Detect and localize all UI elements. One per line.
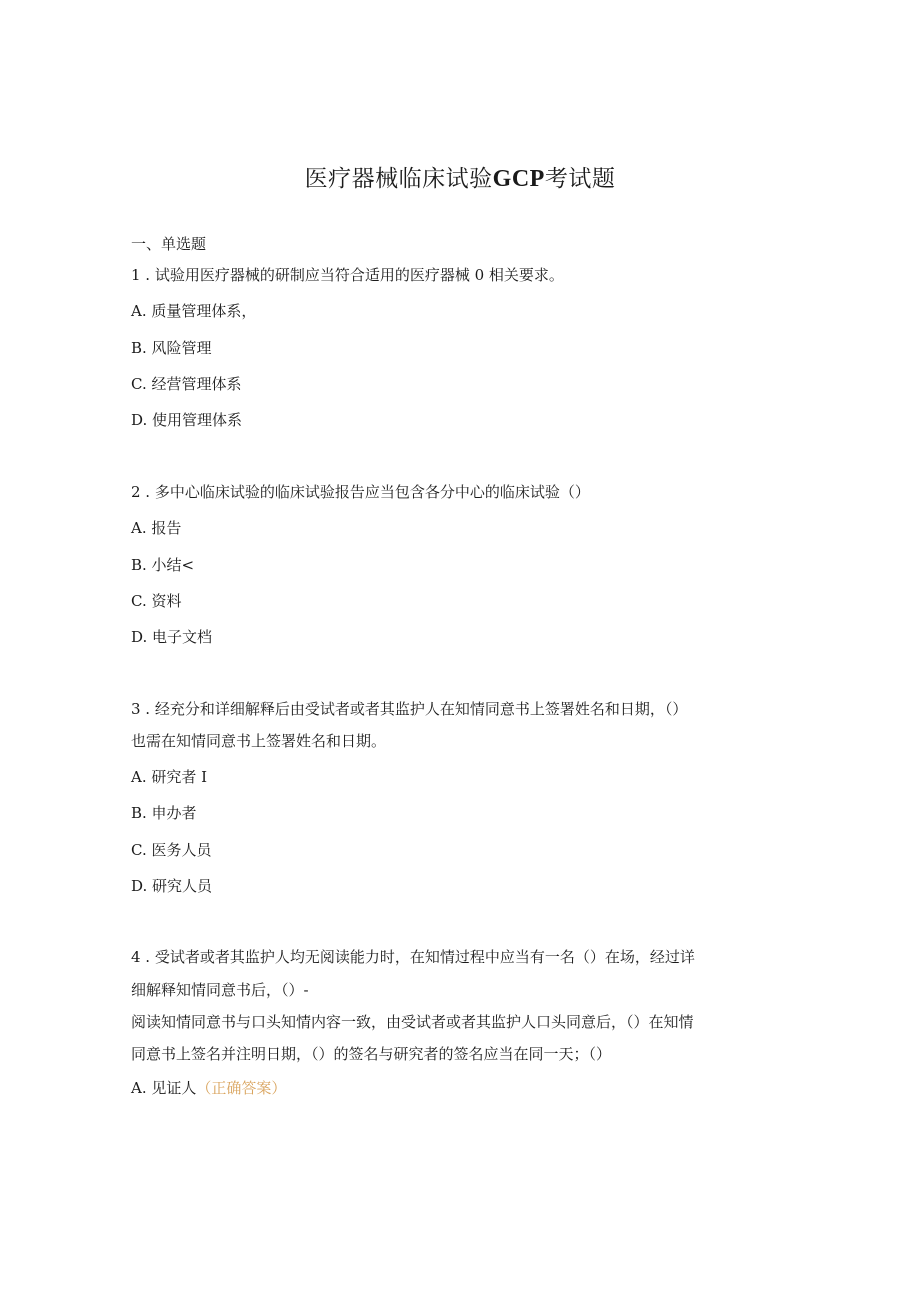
question-1-option-d: D. 使用管理体系 bbox=[131, 411, 243, 429]
question-3-text-line-1: 3 . 经充分和详细解释后由受试者或者其监护人在知情同意书上签署姓名和日期，（） bbox=[131, 700, 688, 718]
question-4-option-a-label: A. 见证人 bbox=[131, 1079, 197, 1097]
question-2-option-a: A. 报告 bbox=[131, 519, 182, 537]
question-2-option-d: D. 电子文档 bbox=[131, 628, 213, 646]
question-2-option-c: C. 资料 bbox=[131, 592, 182, 610]
question-4-option-a bbox=[131, 1081, 286, 1096]
question-3-option-b: B. 申办者 bbox=[131, 804, 197, 822]
question-3-option-a: A. 研究者 I bbox=[131, 768, 208, 786]
question-1-option-a: A. 质量管理体系， bbox=[131, 302, 257, 320]
question-4-text-line-1: 4 . 受试者或者其监护人均无阅读能力时，在知情过程中应当有一名（）在场，经过详 bbox=[131, 948, 695, 966]
question-4-text-line-3: 阅读知情同意书与口头知情内容一致，由受试者或者其监护人口头同意后，（）在知情 bbox=[131, 1013, 694, 1031]
question-3-text-line-2: 也需在知情同意书上签署姓名和日期。 bbox=[131, 732, 387, 750]
question-4-text-line-2: 细解释知情同意书后，（）- bbox=[131, 981, 309, 999]
section-heading: 一、单选题 bbox=[131, 235, 207, 253]
page-title bbox=[0, 160, 920, 193]
question-4-text-line-4: 同意书上签名并注明日期，（）的签名与研究者的签名应当在同一天；（） bbox=[131, 1045, 612, 1063]
correct-answer-tag: （正确答案） bbox=[196, 1079, 287, 1097]
question-1-text: 1 . 试验用医疗器械的研制应当符合适用的医疗器械 0 相关要求。 bbox=[131, 266, 564, 284]
question-3-option-d: D. 研究人员 bbox=[131, 877, 213, 895]
title-gcp: GCP bbox=[492, 166, 545, 192]
question-1-option-b: B. 风险管理 bbox=[131, 339, 212, 357]
question-3-option-c: C. 医务人员 bbox=[131, 841, 212, 859]
question-2-text: 2 . 多中心临床试验的临床试验报告应当包含各分中心的临床试验（） bbox=[131, 483, 590, 501]
question-1-option-c: C. 经营管理体系 bbox=[131, 375, 242, 393]
question-2-option-b: B. 小结< bbox=[131, 556, 195, 574]
title-suffix: 考试题 bbox=[544, 166, 616, 192]
title-prefix: 医疗器械临床试验 bbox=[304, 166, 493, 192]
